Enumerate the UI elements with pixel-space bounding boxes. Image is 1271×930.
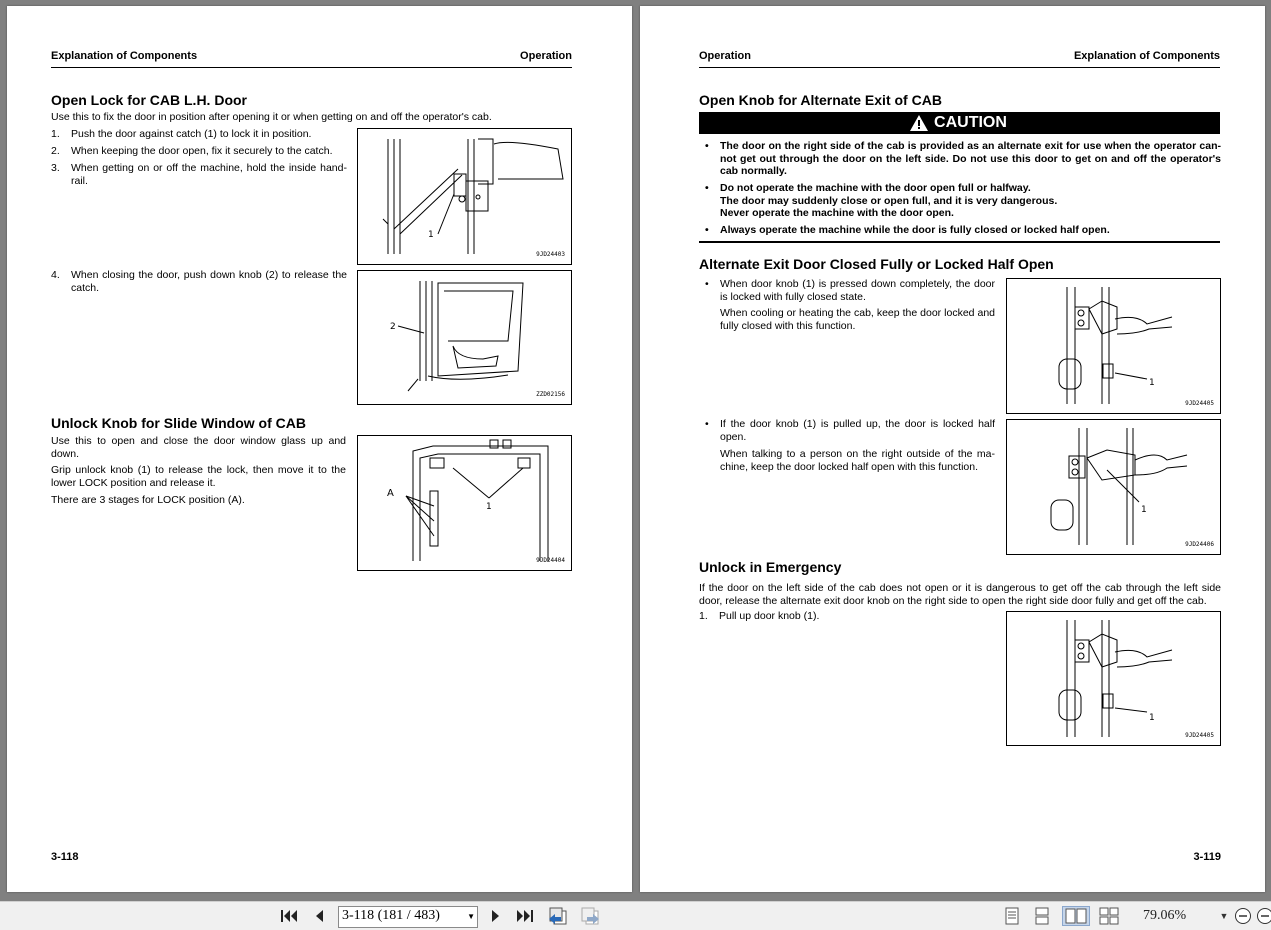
- figure-door-knob-half-open: [1006, 419, 1221, 555]
- viewer-toolbar: [0, 901, 1271, 930]
- list-item: 3. When getting on or off the machine, hold the inside hand-rail.: [51, 162, 347, 188]
- paragraph: Use this to open and close the door window glass up and down.: [51, 435, 346, 460]
- two-page-view-icon[interactable]: [1062, 906, 1090, 926]
- figure-code: ZZD02156: [536, 391, 565, 398]
- page-left: Explanation of Components Operation Open Lock for CAB L.H. Door Use this to fix the door in position after opening it or when getting on and off the operator's cab. 1. Push the door against catch (1) to lock it in position. 2. When keeping the door open, fix it securely to the catch. 3. When getting on or off the machine, hold the inside hand-rail. 1 9JD24403 4. When closing the door, push down knob (2) to release the catch. 2 ZZD02156 Unlock Knob for Slide Window of CAB Use this to open and close the door window glass up and down. Grip unlock knob (1) to release the lock, then move it to the lower LOCK position and release it. There are 3 stages for LOCK position (A). A 1 9JD24404 3-118: [7, 6, 632, 892]
- page-input[interactable]: [342, 908, 460, 924]
- paragraph: When cooling or heating the cab, keep the door locked and fully closed with this function.: [720, 307, 995, 332]
- door-knob-half-open-illustration: [1007, 420, 1220, 554]
- figure-slide-window: [357, 435, 572, 571]
- caution-subtext: The door may suddenly close or open full, and it is very dangerous.: [720, 195, 1220, 208]
- figure-callout: 1: [1141, 505, 1147, 515]
- page-number: 3-118: [51, 851, 79, 863]
- section-title: Unlock in Emergency: [699, 559, 841, 575]
- figure-code: 9JD24405: [1185, 732, 1214, 739]
- caution-banner: [699, 112, 1220, 134]
- paragraph: There are 3 stages for LOCK position (A).: [51, 494, 346, 507]
- figure-callout: 2: [390, 322, 396, 332]
- chevron-down-icon[interactable]: ▼: [1218, 906, 1230, 926]
- paragraph: When talking to a person on the right outside of the ma-chine, keep the door locked half open with this function.: [720, 448, 995, 473]
- section-intro: Use this to fix the door in position after opening it or when getting on and off the operator's cab.: [51, 111, 581, 124]
- section-title: Unlock Knob for Slide Window of CAB: [51, 415, 306, 431]
- paragraph: Grip unlock knob (1) to release the lock, then move it to the lower LOCK position and release it.: [51, 464, 346, 489]
- figure-code: 9JD24405: [1185, 400, 1214, 407]
- header-right: Operation: [520, 50, 572, 62]
- caution-divider: [699, 241, 1220, 243]
- single-page-view-icon[interactable]: [1002, 906, 1022, 926]
- chevron-down-icon[interactable]: ▼: [467, 912, 475, 921]
- paragraph: If the door on the left side of the cab does not open or it is dangerous to get off the cab through the left side door, release the alternate exit door knob on the right side to open the right side door fully and get off the cab.: [699, 582, 1221, 607]
- door-catch-illustration: [358, 129, 571, 264]
- figure-code: 9JD24403: [536, 251, 565, 258]
- page-number-field[interactable]: [338, 906, 478, 928]
- caution-label: CAUTION: [699, 114, 1220, 132]
- page-number: 3-119: [1193, 851, 1221, 863]
- first-page-icon[interactable]: [278, 906, 300, 926]
- next-page-icon[interactable]: [486, 906, 506, 926]
- emergency-knob-illustration: [1007, 612, 1220, 745]
- figure-callout: 1: [428, 230, 434, 240]
- last-page-icon[interactable]: [514, 906, 536, 926]
- figure-code: 9JD24406: [1185, 541, 1214, 548]
- slide-window-illustration: [358, 436, 571, 570]
- zoom-level[interactable]: 79.06%: [1143, 908, 1186, 924]
- prev-page-icon[interactable]: [309, 906, 329, 926]
- figure-emergency-knob: [1006, 611, 1221, 746]
- next-view-icon[interactable]: [578, 906, 602, 926]
- section-title: Alternate Exit Door Closed Fully or Locked Half Open: [699, 256, 1054, 272]
- header-left: Explanation of Components: [51, 50, 197, 62]
- zoom-out-icon[interactable]: [1232, 906, 1254, 926]
- page-right: Operation Explanation of Components Open Knob for Alternate Exit of CAB CAUTION • The door on the right side of the cab is provided as an alternate exit for use when the operator can-not get out through the door on the left side. Do not use this door to get on and off the operator's cab normally. • Do not operate the machine with the door open full or halfway. The door may suddenly close or open full, and it is very dangerous. Never operate the machine with the door open. • Always operate the machine while the door is fully closed or locked half open. Alternate Exit Door Closed Fully or Locked Half Open • When door knob (1) is pressed down completely, the door is locked with fully closed state. When cooling or heating the cab, keep the door locked and fully closed with this function. 1 9JD24405 • If the door knob (1) is pulled up, the door is locked half open. When talking to a person on the right outside of the ma-chine, keep the door locked half open with this function. 1 9JD24406 Unlock in Emergency If the door on the left side of the cab does not open or it is dangerous to get off the cab through the left side door, release the alternate exit door knob on the right side to open the right side door fully and get off the cab. 1. Pull up door knob (1). 1 9JD24405 3-119: [640, 6, 1265, 892]
- header-left: Operation: [699, 50, 751, 62]
- figure-callout: 1: [1149, 378, 1155, 388]
- continuous-view-icon[interactable]: [1032, 906, 1052, 926]
- section-title: Open Knob for Alternate Exit of CAB: [699, 92, 942, 108]
- release-knob-illustration: [358, 271, 571, 404]
- figure-callout: 1: [486, 502, 492, 512]
- zoom-in-icon[interactable]: [1256, 906, 1271, 926]
- figure-release-knob: [357, 270, 572, 405]
- door-knob-closed-illustration: [1007, 279, 1220, 413]
- figure-code: 9JD24404: [536, 557, 565, 564]
- figure-door-catch: [357, 128, 572, 265]
- caution-subtext: Never operate the machine with the door open.: [720, 207, 1220, 220]
- figure-door-knob-closed: [1006, 278, 1221, 414]
- page-header: [51, 49, 572, 68]
- header-right: Explanation of Components: [1074, 50, 1220, 62]
- section-title: Open Lock for CAB L.H. Door: [51, 92, 247, 108]
- two-page-continuous-view-icon[interactable]: [1098, 906, 1120, 926]
- figure-callout: A: [387, 488, 394, 499]
- previous-view-icon[interactable]: [546, 906, 570, 926]
- figure-callout: 1: [1149, 713, 1155, 723]
- page-header: [699, 49, 1220, 68]
